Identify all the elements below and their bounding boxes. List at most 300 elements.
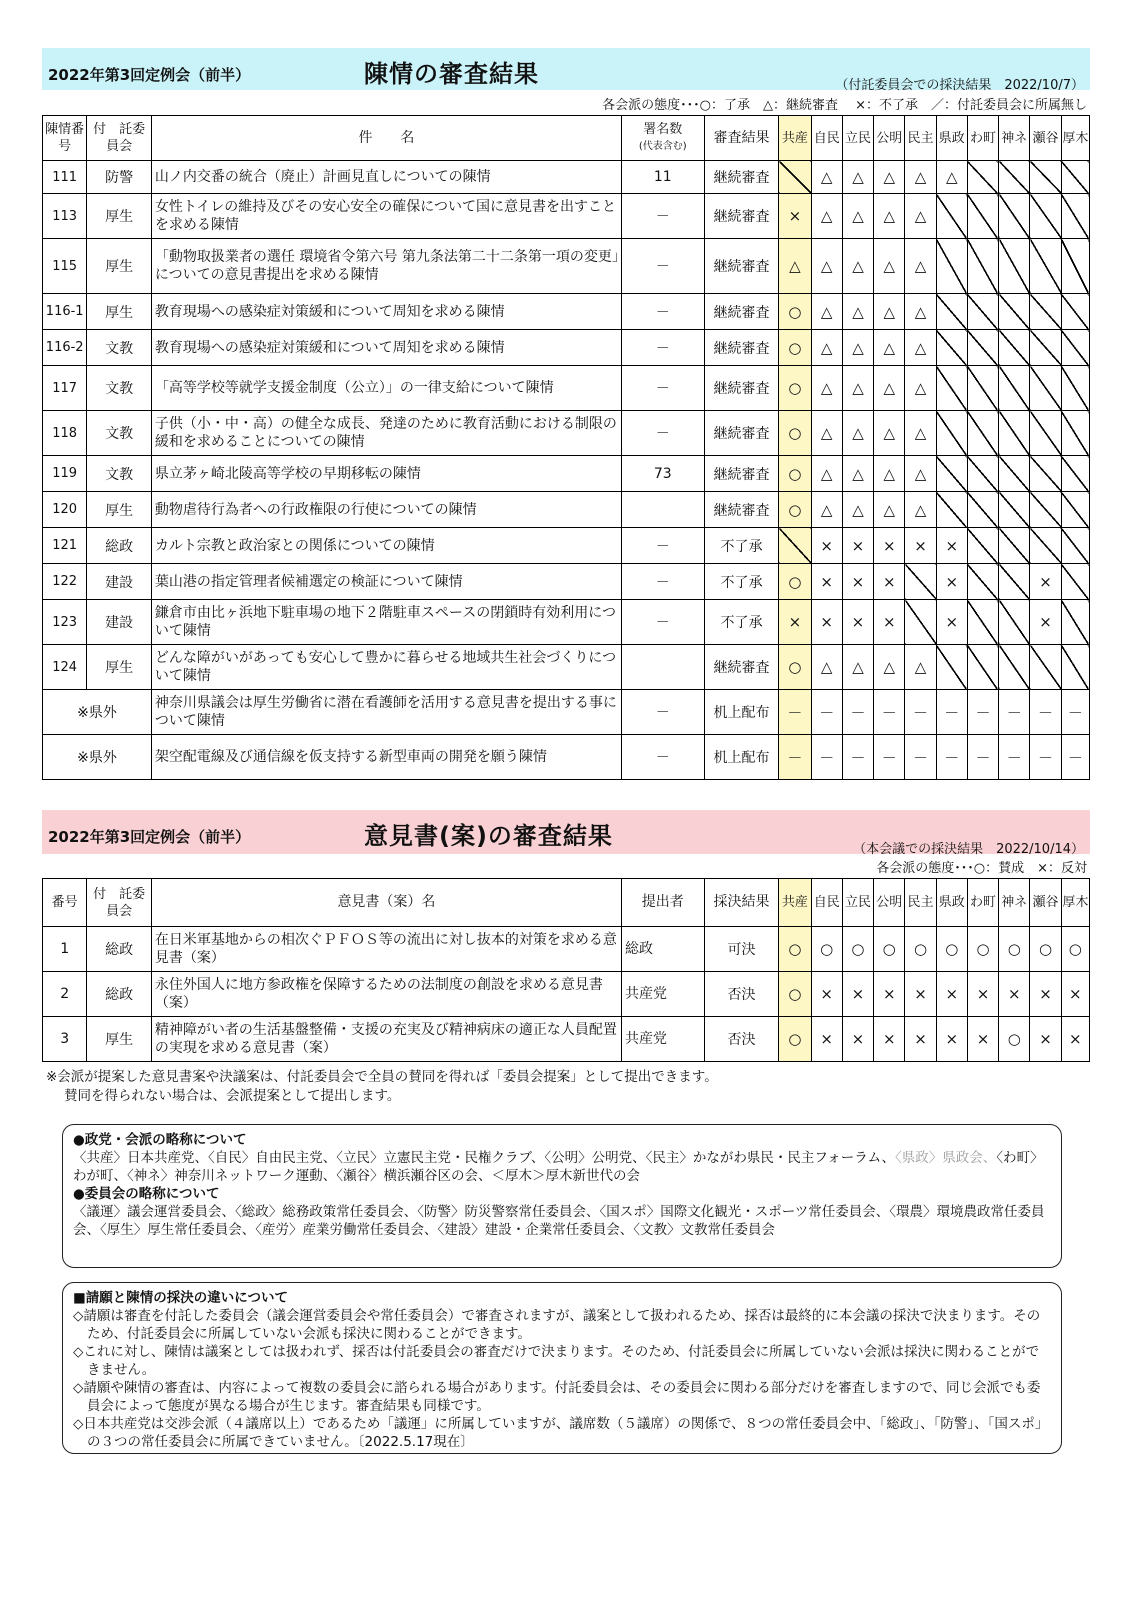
vote-mark: × [999,972,1030,1017]
petition-result: 不了承 [704,600,779,645]
vote-mark: △ [779,239,811,294]
difference-item: ◇これに対し、陳情は議案としては扱われず、採否は付託委員会の審査だけで決まります。そのため、付託委員会に所属していない会派は採決に関わることができません。 [73,1344,1040,1378]
petition-row [43,735,1090,780]
abbrev-party-text-c: 〈わ町〉わが町、〈神ネ〉神奈川ネットワーク運動、〈瀬谷〉横浜瀬谷区の会、＜厚木＞厚木新世代の会 [73,1150,1044,1184]
abbrev-party-text-gray: 〈県政〉県政会、 [895,1150,997,1166]
vote-not-member [999,194,1030,239]
petition-num: 122 [43,564,87,600]
vote-mark: ○ [779,564,811,600]
opinion-result: 可決 [704,927,779,972]
vote-not-member [1030,645,1061,690]
vote-mark: × [1030,972,1061,1017]
vote-not-member [999,600,1030,645]
abbrev-party-heading: ●政党・会派の略称について [73,1132,247,1148]
vote-not-member [1061,294,1089,330]
petition-committee: 文教 [87,330,152,366]
petition-difference-box [62,1282,1062,1454]
petition-subject: 鎌倉市由比ヶ浜地下駐車場の地下２階駐車スペースの閉鎖時有効利用について陳情 [151,600,621,645]
petition-signatures: － [621,194,704,239]
vote-mark: × [936,600,967,645]
vote-mark: × [779,600,811,645]
vote-not-member [967,161,998,194]
petition-num: 123 [43,600,87,645]
vote-not-member [1061,161,1089,194]
vote-mark: － [1030,735,1061,780]
col-party: 立民 [842,879,873,927]
vote-mark: × [842,600,873,645]
vote-mark: △ [936,161,967,194]
opinion-name: 永住外国人に地方参政権を保障するための法制度の創設を求める意見書（案） [151,972,621,1017]
abbrev-party-text-a: 〈共産〉日本共産党、〈自民〉自由民主党、〈立民〉立憲民主党・民権クラブ、〈公明〉公明党、〈民主〉かながわ県民・民主フォーラム、 [73,1150,896,1166]
vote-mark: × [842,564,873,600]
petition-subject: 女性トイレの維持及びその安心安全の確保について国に意見書を出すことを求める陳情 [151,194,621,239]
petition-num: 116-1 [43,294,87,330]
vote-mark: △ [874,366,905,411]
petition-row [43,645,1090,690]
difference-item: ◇日本共産党は交渉会派（４議席以上）であるため「議運」に所属していますが、議席数（５議席）の関係で、８つの常任委員会中、「総政」、「防警」、「国スポ」の３つの常任委員会に所属できていません。〔2022.5.17現在〕 [73,1416,1049,1450]
petition-num: 113 [43,194,87,239]
vote-not-member [967,194,998,239]
col-party: 瀬谷 [1030,116,1061,161]
vote-mark: × [842,972,873,1017]
vote-mark: △ [874,456,905,492]
vote-mark: × [811,972,842,1017]
vote-not-member [1030,239,1061,294]
petition-signatures: － [621,411,704,456]
vote-mark: ○ [1030,927,1061,972]
petition-header-row [43,116,1090,161]
vote-mark: △ [905,161,936,194]
vote-mark: × [842,1017,873,1062]
vote-mark: △ [842,411,873,456]
vote-not-member [779,528,811,564]
vote-mark: － [936,690,967,735]
col-party: 民主 [905,879,936,927]
opinion-name: 在日米軍基地からの相次ぐＰＦＯＳ等の流出に対し抜本的対策を求める意見書（案） [151,927,621,972]
petition-subject: 「動物取扱業者の選任 環境省令第六号 第九条法第二十二条第一項の変更」についての意見書提出を求める陳情 [151,239,621,294]
petition-committee: 厚生 [87,239,152,294]
vote-mark: － [811,690,842,735]
opinion-header-row [43,879,1090,927]
petition-row [43,194,1090,239]
petition-signatures [621,645,704,690]
petition-result: 継続審査 [704,294,779,330]
vote-mark: △ [905,330,936,366]
vote-mark: △ [842,456,873,492]
vote-mark: ○ [874,927,905,972]
vote-not-member [1061,645,1089,690]
col-committee: 付 託委員会 [87,116,152,161]
vote-mark: △ [874,645,905,690]
petition-num: 116-2 [43,330,87,366]
vote-not-member [999,492,1030,528]
petition-subject: 県立茅ヶ崎北陵高等学校の早期移転の陳情 [151,456,621,492]
petition-committee: 厚生 [87,294,152,330]
vote-not-member [936,330,967,366]
vote-not-member [936,294,967,330]
vote-mark: × [905,528,936,564]
vote-mark: × [967,1017,998,1062]
vote-not-member [967,411,998,456]
vote-mark: － [842,735,873,780]
petition-row [43,330,1090,366]
vote-not-member [1061,330,1089,366]
vote-mark: － [905,690,936,735]
vote-mark: △ [905,645,936,690]
vote-mark: △ [811,492,842,528]
petition-subject: 動物虐待行為者への行政権限の行使についての陳情 [151,492,621,528]
vote-not-member [967,564,998,600]
col-name: 意見書（案）名 [151,879,621,927]
vote-mark: △ [811,330,842,366]
vote-not-member [1061,528,1089,564]
vote-mark: ○ [842,927,873,972]
vote-mark: － [811,735,842,780]
vote-mark: △ [842,645,873,690]
col-committee: 付 託委員会 [87,879,152,927]
vote-mark: △ [842,492,873,528]
vote-mark: × [811,1017,842,1062]
vote-mark: × [1030,564,1061,600]
opinion-num: 1 [43,927,87,972]
vote-not-member [967,645,998,690]
vote-mark: ○ [811,927,842,972]
vote-not-member [1030,194,1061,239]
petition-signatures: － [621,735,704,780]
vote-mark: － [1030,690,1061,735]
vote-mark: △ [842,330,873,366]
vote-mark: △ [811,239,842,294]
opinion-row [43,927,1090,972]
vote-mark: △ [905,194,936,239]
vote-mark: ○ [779,330,811,366]
petition-result: 継続審査 [704,492,779,528]
vote-mark: ○ [779,927,811,972]
petition-num: 121 [43,528,87,564]
vote-not-member [936,239,967,294]
vote-mark: × [874,564,905,600]
vote-mark: × [1061,1017,1089,1062]
vote-not-member [967,492,998,528]
vote-mark: △ [874,194,905,239]
petition-row [43,528,1090,564]
petition-subject: 教育現場への感染症対策緩和について周知を求める陳情 [151,294,621,330]
vote-mark: ○ [779,411,811,456]
vote-mark: ○ [999,927,1030,972]
petition-committee: 厚生 [87,492,152,528]
vote-mark: △ [842,239,873,294]
petition-signatures: 11 [621,161,704,194]
petition-row [43,690,1090,735]
petition-num: 118 [43,411,87,456]
vote-mark: △ [905,456,936,492]
opinion-session: 2022年第3回定例会（前半） [48,828,251,846]
vote-mark: × [874,600,905,645]
vote-not-member [1030,456,1061,492]
vote-mark: × [811,600,842,645]
vote-not-member [999,330,1030,366]
col-result: 審査結果 [704,116,779,161]
vote-mark: × [842,528,873,564]
col-party: 公明 [874,879,905,927]
opinion-row [43,972,1090,1017]
col-party: 瀬谷 [1030,879,1061,927]
vote-mark: × [1030,600,1061,645]
vote-not-member [905,600,936,645]
vote-mark: × [936,972,967,1017]
col-signatures-sub: (代表含む) [638,141,687,152]
opinion-title: 意見書(案)の審査結果 [364,822,613,850]
vote-mark: ○ [779,972,811,1017]
petition-num: 119 [43,456,87,492]
opinion-num: 3 [43,1017,87,1062]
vote-mark: △ [874,492,905,528]
vote-mark: － [1061,690,1089,735]
opinion-committee: 総政 [87,927,152,972]
difference-item: ◇請願や陳情の審査は、内容によって複数の委員会に諮られる場合があります。付託委員会は、その委員会に関わる部分だけを審査しますので、同じ会派でも委員会によって態度が異なる場合が生じます。審査結果も同様です。 [73,1380,1041,1414]
col-party: わ町 [967,879,998,927]
vote-not-member [1061,366,1089,411]
vote-mark: ○ [779,456,811,492]
vote-not-member [1030,294,1061,330]
vote-mark: △ [874,411,905,456]
petition-signatures: － [621,600,704,645]
petition-row [43,366,1090,411]
petition-header-band [42,48,1090,93]
petition-committee: 文教 [87,366,152,411]
petition-row [43,411,1090,456]
vote-mark: ○ [905,927,936,972]
petition-result: 継続審査 [704,456,779,492]
petition-num: 115 [43,239,87,294]
vote-mark: ○ [967,927,998,972]
petition-signatures: － [621,294,704,330]
col-party: 公明 [874,116,905,161]
vote-not-member [999,239,1030,294]
vote-mark: △ [842,294,873,330]
petition-num: ※県外 [43,735,152,780]
petition-committee: 文教 [87,456,152,492]
vote-mark: △ [811,411,842,456]
footnotes [46,1068,1086,1106]
vote-mark: △ [811,366,842,411]
vote-mark: ○ [779,645,811,690]
vote-not-member [999,564,1030,600]
vote-mark: × [936,564,967,600]
vote-not-member [936,366,967,411]
vote-mark: △ [905,411,936,456]
petition-row [43,239,1090,294]
vote-mark: △ [874,239,905,294]
petition-session: 2022年第3回定例会（前半） [48,66,251,84]
opinion-name: 精神障がい者の生活基盤整備・支援の充実及び精神病床の適正な人員配置の実現を求める意見書（案） [151,1017,621,1062]
petition-committee: 総政 [87,528,152,564]
petition-subject: カルト宗教と政治家との関係についての陳情 [151,528,621,564]
petition-result: 机上配布 [704,735,779,780]
col-party: 県政 [936,116,967,161]
opinion-result: 否決 [704,1017,779,1062]
vote-mark: × [905,1017,936,1062]
vote-mark: × [967,972,998,1017]
vote-mark: △ [842,366,873,411]
vote-mark: △ [905,492,936,528]
petition-result: 不了承 [704,528,779,564]
petition-committee: 防警 [87,161,152,194]
col-party: 神ネ [999,116,1030,161]
vote-not-member [967,528,998,564]
petition-row [43,456,1090,492]
petition-num: 117 [43,366,87,411]
vote-mark: × [874,1017,905,1062]
vote-not-member [999,161,1030,194]
petition-result: 継続審査 [704,194,779,239]
vote-not-member [1030,492,1061,528]
vote-mark: △ [811,194,842,239]
petition-row [43,294,1090,330]
petition-legend: 各会派の態度･･･○：了承 △：継続審査 ×：不了承 ／：付託委員会に所属無し [602,98,1087,113]
vote-mark: － [999,735,1030,780]
vote-mark: ○ [936,927,967,972]
petition-signatures: 73 [621,456,704,492]
vote-not-member [1061,194,1089,239]
vote-mark: × [811,564,842,600]
vote-not-member [936,456,967,492]
vote-not-member [1061,564,1089,600]
col-party: 厚木 [1061,879,1089,927]
petition-signatures: － [621,528,704,564]
opinion-committee: 厚生 [87,1017,152,1062]
petition-committee: 厚生 [87,194,152,239]
vote-not-member [999,294,1030,330]
col-party: 共産 [779,116,811,161]
vote-not-member [1061,492,1089,528]
vote-mark: － [967,690,998,735]
vote-not-member [779,161,811,194]
vote-mark: △ [874,294,905,330]
petition-subject: 葉山港の指定管理者候補選定の検証について陳情 [151,564,621,600]
vote-not-member [1061,239,1089,294]
petition-subject: 架空配電線及び通信線を仮支持する新型車両の開発を願う陳情 [151,735,621,780]
col-signatures-label: 署名数 [643,122,683,137]
petition-result: 不了承 [704,564,779,600]
vote-mark: × [905,972,936,1017]
vote-mark: △ [811,456,842,492]
vote-not-member [999,456,1030,492]
petition-result: 継続審査 [704,645,779,690]
petition-committee: 文教 [87,411,152,456]
vote-not-member [967,294,998,330]
vote-mark: ○ [1061,927,1089,972]
petition-signatures: － [621,690,704,735]
vote-mark: △ [811,161,842,194]
petition-num: ※県外 [43,690,152,735]
petition-committee: 建設 [87,564,152,600]
vote-not-member [967,456,998,492]
opinion-row [43,1017,1090,1062]
vote-not-member [999,645,1030,690]
petition-row [43,161,1090,194]
vote-mark: － [874,735,905,780]
petition-subject: 山ノ内交番の統合（廃止）計画見直しについての陳情 [151,161,621,194]
col-signatures [621,116,704,161]
vote-mark: △ [874,161,905,194]
vote-not-member [999,528,1030,564]
col-party: 民主 [905,116,936,161]
vote-mark: × [936,528,967,564]
vote-mark: △ [811,294,842,330]
vote-mark: △ [842,161,873,194]
vote-mark: × [1030,1017,1061,1062]
col-party: 県政 [936,879,967,927]
petition-result: 机上配布 [704,690,779,735]
difference-heading: ■請願と陳情の採決の違いについて [73,1290,288,1306]
vote-mark: ○ [999,1017,1030,1062]
vote-not-member [936,492,967,528]
petition-signatures: － [621,330,704,366]
vote-not-member [967,330,998,366]
vote-mark: △ [874,330,905,366]
petition-subject: 神奈川県議会は厚生労働省に潜在看護師を活用する意見書を提出する事について陳情 [151,690,621,735]
opinion-result: 否決 [704,972,779,1017]
vote-not-member [1061,411,1089,456]
petition-result: 継続審査 [704,411,779,456]
vote-not-member [936,645,967,690]
vote-not-member [1030,161,1061,194]
petition-table [42,115,1090,780]
petition-subject: 子供（小・中・高）の健全な成長、発達のために教育活動における制限の緩和を求めることについての陳情 [151,411,621,456]
petition-title: 陳情の審査結果 [364,60,539,88]
vote-mark: × [936,1017,967,1062]
vote-mark: ○ [779,492,811,528]
vote-not-member [1030,330,1061,366]
vote-not-member [936,194,967,239]
vote-not-member [999,411,1030,456]
footnote-line: 賛同を得られない場合は、会派提案として提出します。 [64,1088,401,1104]
petition-row [43,492,1090,528]
petition-subject: 「高等学校等就学支援金制度（公立）」の一律支給について陳情 [151,366,621,411]
opinion-rows [43,927,1090,1062]
petition-date-note: （付託委員会での採決結果 2022/10/7） [835,78,1084,93]
vote-mark: △ [905,294,936,330]
petition-row [43,564,1090,600]
vote-not-member [967,239,998,294]
vote-mark: － [905,735,936,780]
opinion-date-note: （本会議での採決結果 2022/10/14） [853,842,1084,857]
vote-not-member [1061,456,1089,492]
footnote-line: ※会派が提案した意見書案や決議案は、付託委員会で全員の賛同を得れば「委員会提案」として提出できます。 [46,1069,718,1085]
col-result: 採決結果 [704,879,779,927]
petition-subject: 教育現場への感染症対策緩和について周知を求める陳情 [151,330,621,366]
vote-not-member [905,564,936,600]
opinion-num: 2 [43,972,87,1017]
vote-mark: － [874,690,905,735]
petition-signatures: － [621,564,704,600]
vote-mark: － [779,735,811,780]
col-party: 立民 [842,116,873,161]
col-subject: 件 名 [151,116,621,161]
opinion-table [42,878,1090,1062]
difference-item: ◇請願は審査を付託した委員会（議会運営委員会や常任委員会）で審査されますが、議案として扱われるため、採否は最終的に本会議の採決で決まります。そのため、付託委員会に所属していない会派も採決に関わることができます。 [73,1308,1041,1342]
petition-result: 継続審査 [704,239,779,294]
opinion-header-band [42,810,1090,857]
petition-result: 継続審査 [704,161,779,194]
opinion-legend: 各会派の態度･･･○：賛成 ×：反対 [876,861,1087,876]
col-num: 番号 [43,879,87,927]
col-num: 陳情番号 [43,116,87,161]
petition-signatures: － [621,366,704,411]
opinion-committee: 総政 [87,972,152,1017]
petition-row [43,600,1090,645]
